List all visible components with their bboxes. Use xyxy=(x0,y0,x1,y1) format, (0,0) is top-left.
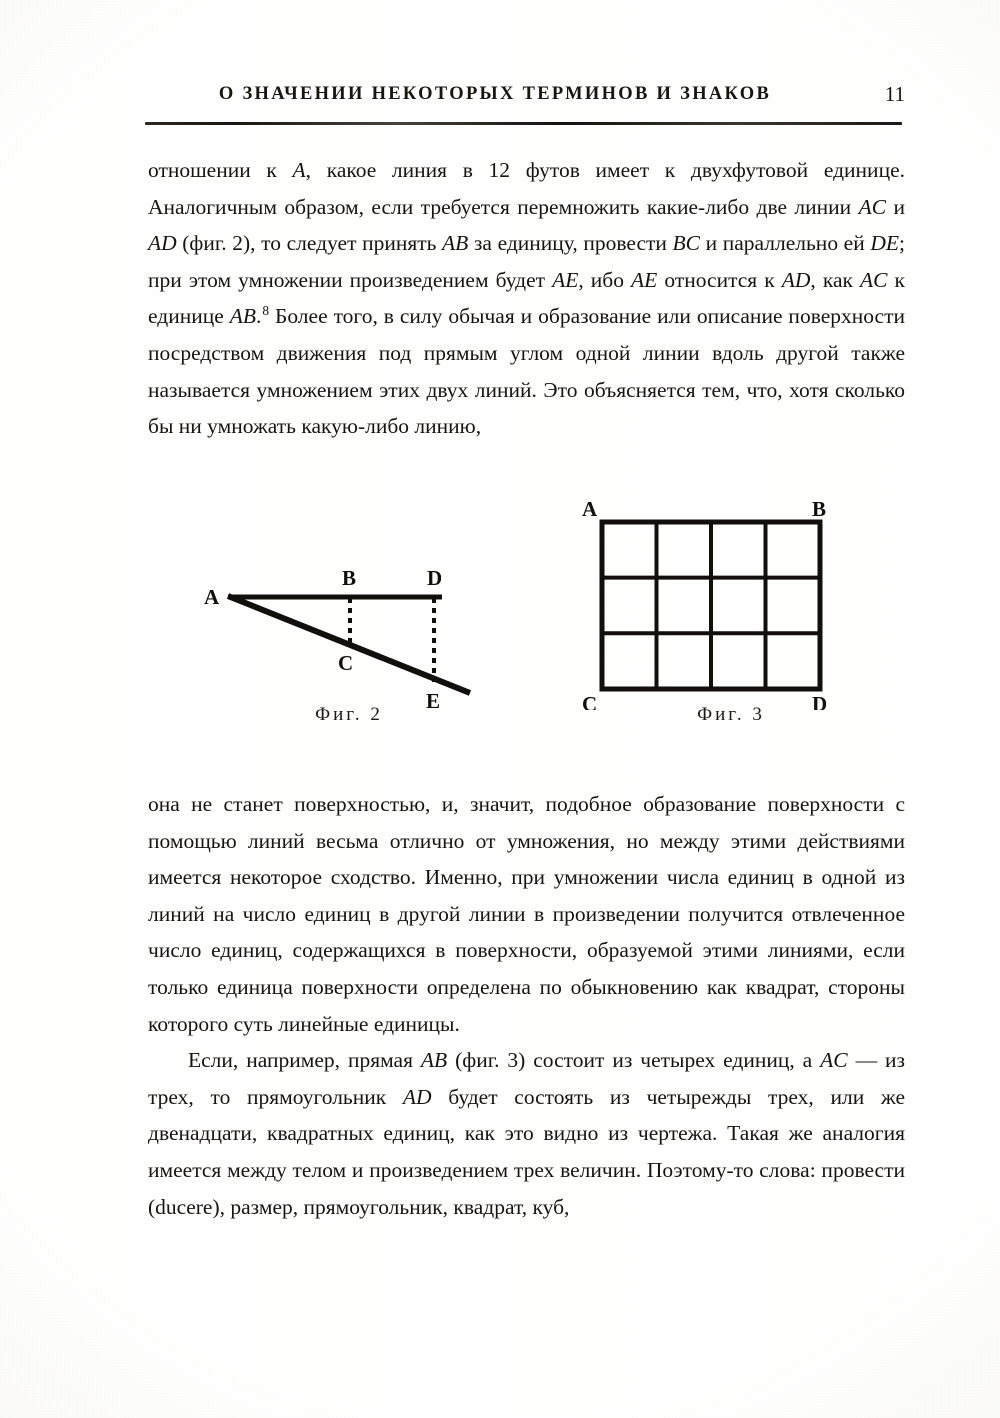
body-text-lower xyxy=(148,786,905,1225)
figure-3-label-C: C xyxy=(582,692,598,710)
math-variable: BC xyxy=(672,231,701,256)
figure-2-drawing xyxy=(180,480,510,710)
math-variable: AB xyxy=(420,1048,448,1073)
figure-2 xyxy=(180,480,510,750)
figure-2-label-A: A xyxy=(204,585,220,609)
figure-3-drawing xyxy=(560,480,890,710)
footnote-marker: 8 xyxy=(262,303,270,319)
math-variable: AC xyxy=(860,267,888,292)
header-rule xyxy=(145,122,902,125)
body-text-upper xyxy=(148,152,905,445)
math-variable: AE xyxy=(631,267,658,292)
math-variable: AB xyxy=(442,231,469,256)
paragraph-2: она не станет поверхностью, и, значит, подобное образование поверхности с помощью линий весьма отлично от умножения, но между этими действиями имеется некоторое сходство. Именно, при умножении числа единиц в одной из линий на число единиц в другой линии в произведении получится отвлеченное число единиц, содержащихся в поверхности, образуемой этими линиями, если только единица поверхности определена по обыкновению как квадрат, стороны которого суть линейные единицы. xyxy=(148,792,905,1036)
math-variable: AD xyxy=(402,1084,432,1109)
math-variable: A xyxy=(292,158,306,182)
figure-2-label-E: E xyxy=(426,689,441,710)
math-variable: AE xyxy=(552,267,579,292)
figure-2-label-C: C xyxy=(338,651,354,675)
paragraph-3: Если, например, прямая AB (фиг. 3) состоит из четырех единиц, а AC — из трех, то прямоугольник AD будет состоять из четырежды трех, или же двенадцати, квадратных единиц, как это видно из чертежа. Такая же аналогия имеется между телом и произведением трех величин. Поэтому-то слова: провести (ducere), размер, прямоугольник, квадрат, куб, xyxy=(148,1048,906,1219)
running-head-title: О ЗНАЧЕНИИ НЕКОТОРЫХ ТЕРМИНОВ И ЗНАКОВ xyxy=(218,84,772,104)
figure-3-caption: Фиг. 3 xyxy=(697,704,765,725)
math-variable: DE xyxy=(870,231,899,256)
math-variable: AC xyxy=(858,194,887,219)
figure-row xyxy=(0,480,1000,750)
running-head xyxy=(145,84,905,114)
math-variable: AC xyxy=(820,1048,848,1073)
figure-2-caption: Фиг. 2 xyxy=(315,704,383,725)
figure-2-label-B: B xyxy=(342,566,357,590)
math-variable: AD xyxy=(148,231,177,256)
math-variable: AB xyxy=(229,304,256,329)
figure-3-label-D: D xyxy=(812,692,828,710)
paragraph-1: отношении к A, какое линия в 12 футов имеет к двухфутовой единице. Аналогичным образом, если требуется перемножить какие-либо две линии AC и AD (фиг. 2), то следует принять AB за единицу, провести BC и параллельно ей DE; при этом умножении произведением будет AE, ибо AE относится к AD, как AC к единице AB.$^8$ Более того, в силу обычая и образование или описание поверхности посредством движения под прямым углом одной линии вдоль другой также называется умножением этих двух линий. Это объясняется тем, что, хотя сколько бы ни умножать какую-либо линию, xyxy=(148,158,906,439)
figure-3 xyxy=(560,480,890,750)
figure-2-label-D: D xyxy=(427,566,443,590)
figure-3-label-B: B xyxy=(812,497,827,521)
figure-3-label-A: A xyxy=(582,497,598,521)
page-number: 11 xyxy=(884,82,905,106)
math-variable: AD xyxy=(781,267,811,292)
